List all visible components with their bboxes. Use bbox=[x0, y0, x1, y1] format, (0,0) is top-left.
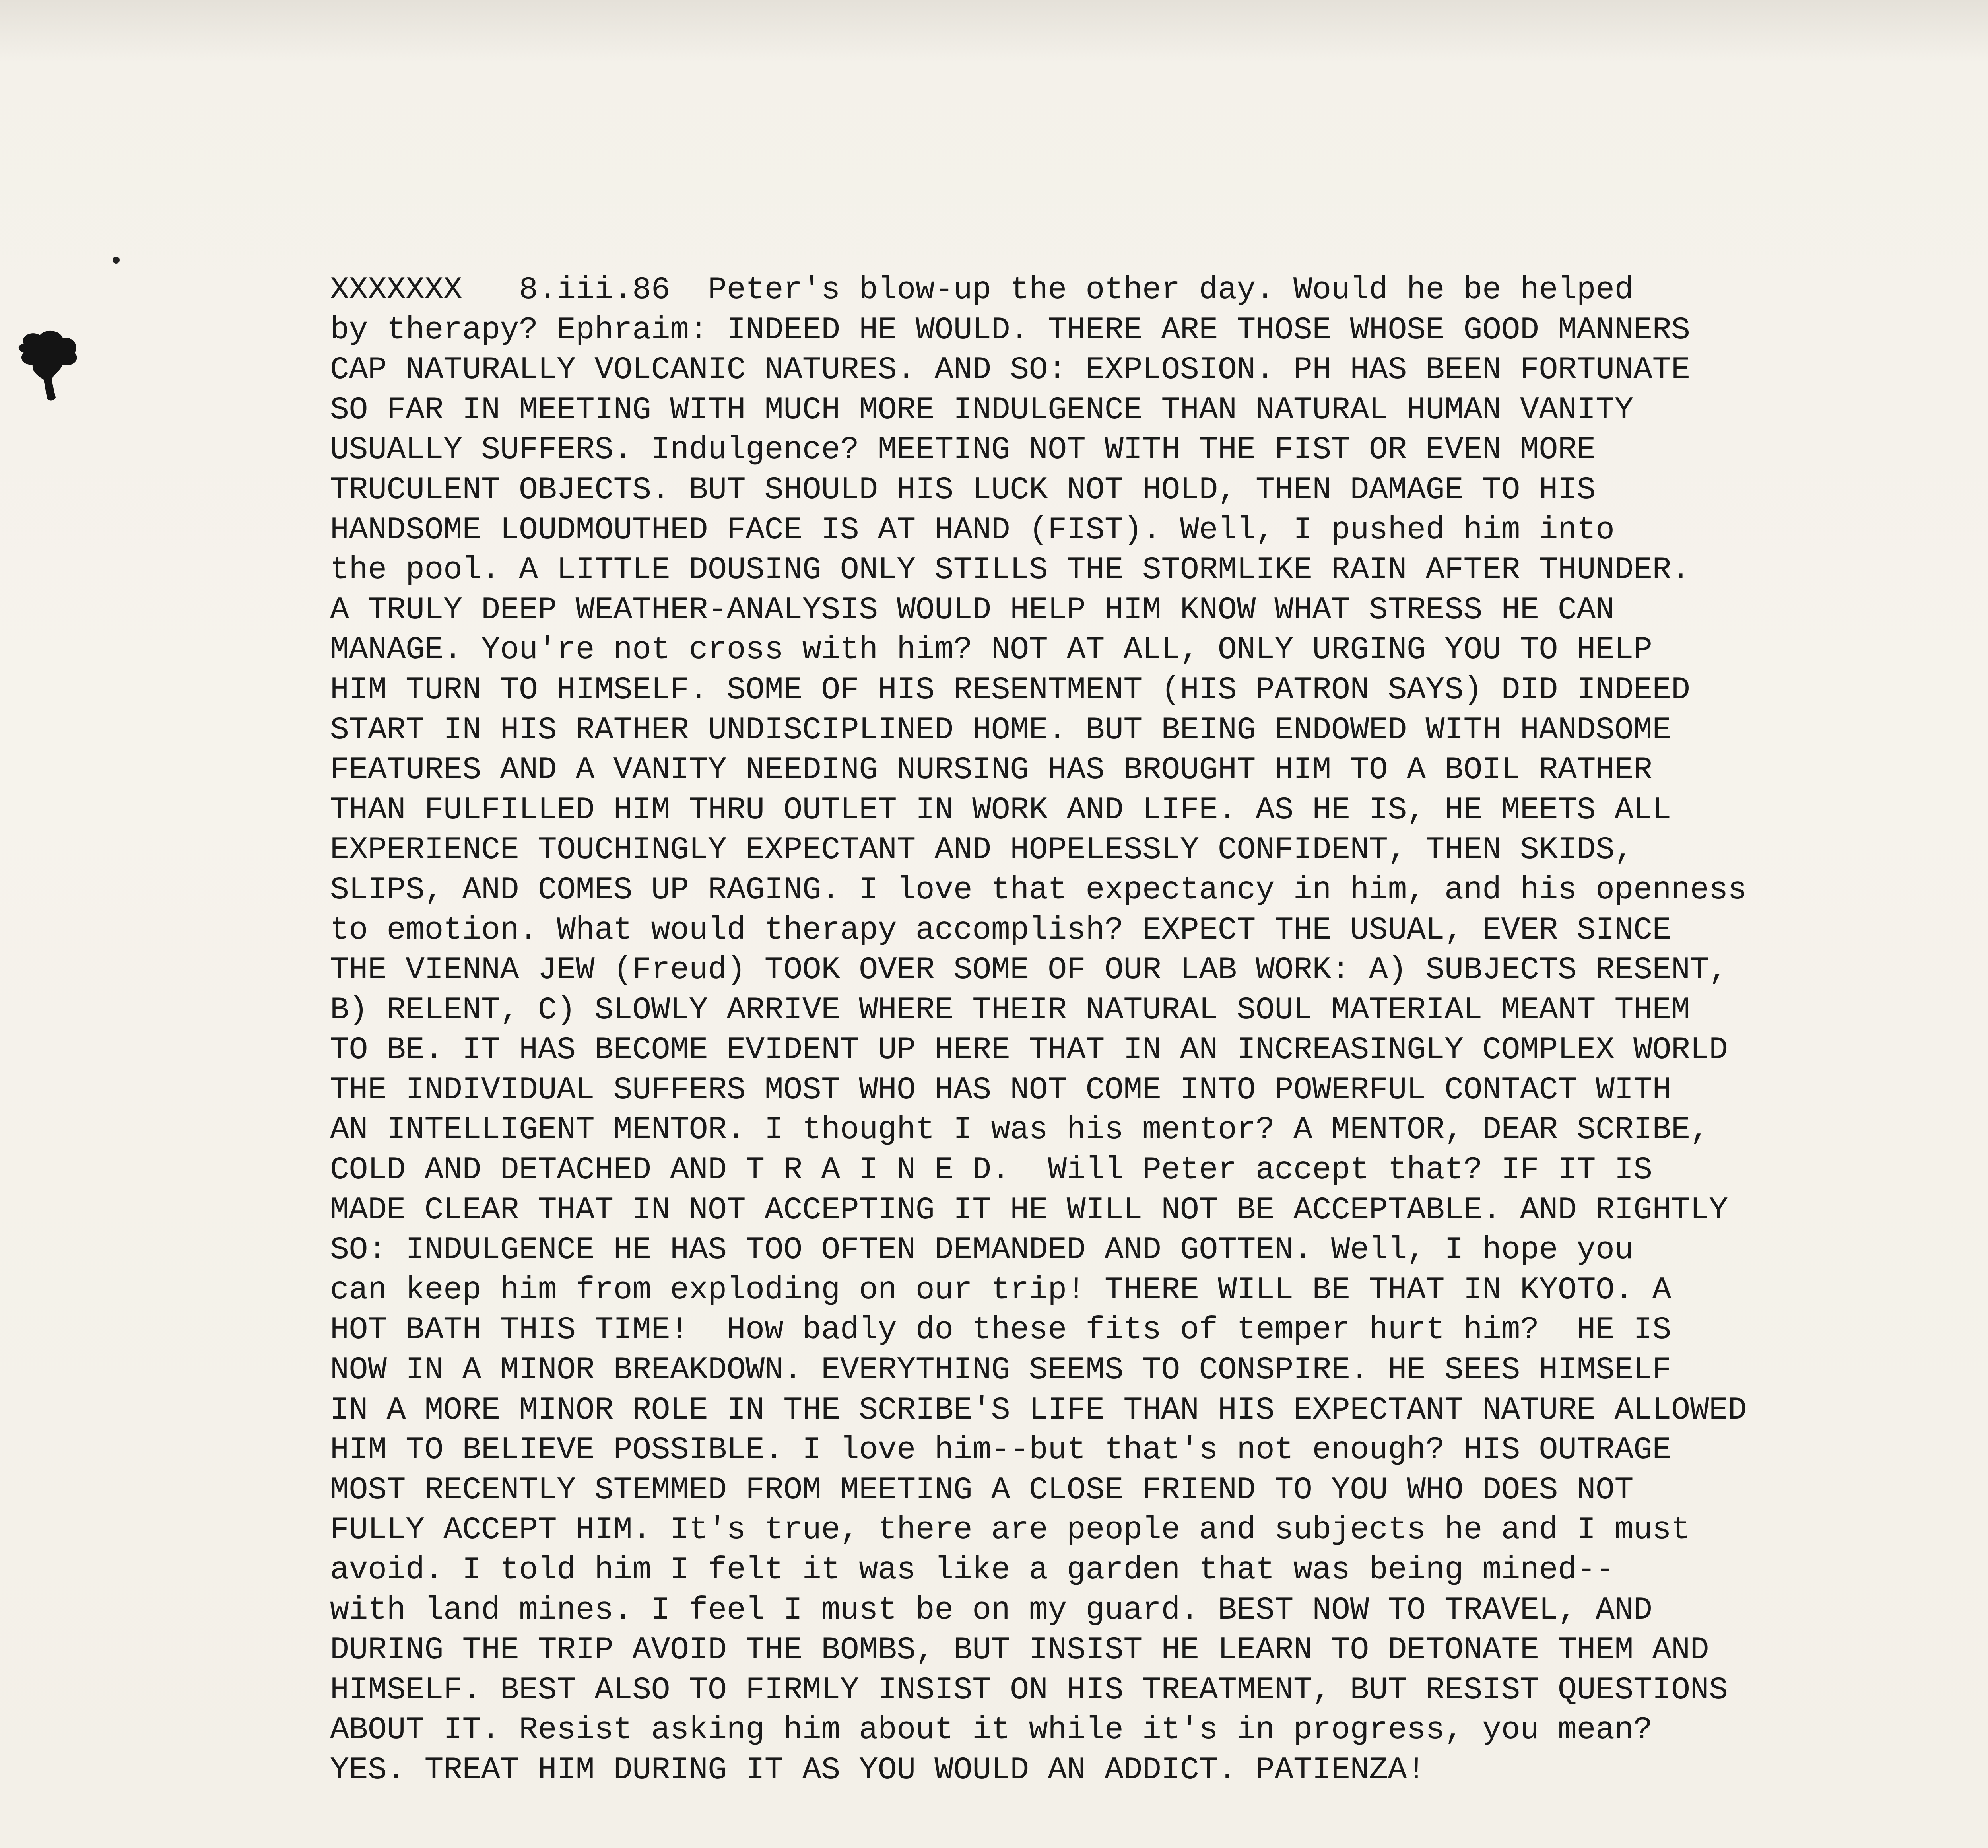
text-line: MOST RECENTLY STEMMED FROM MEETING A CLOSE FRIEND TO YOU WHO DOES NOT bbox=[330, 1472, 1634, 1508]
text-line: HANDSOME LOUDMOUTHED FACE IS AT HAND (FIST). Well, I pushed him into bbox=[330, 512, 1615, 548]
text-line: FULLY ACCEPT HIM. It's true, there are people and subjects he and I must bbox=[330, 1512, 1690, 1549]
typed-text bbox=[330, 270, 1920, 1791]
ink-dot bbox=[113, 257, 120, 264]
text-line: to emotion. What would therapy accomplish? EXPECT THE USUAL, EVER SINCE bbox=[330, 912, 1672, 948]
text-line: THAN FULFILLED HIM THRU OUTLET IN WORK AND LIFE. AS HE IS, HE MEETS ALL bbox=[330, 792, 1672, 828]
text-line: FEATURES AND A VANITY NEEDING NURSING HAS BROUGHT HIM TO A BOIL RATHER bbox=[330, 752, 1652, 789]
text-line: EXPERIENCE TOUCHINGLY EXPECTANT AND HOPELESSLY CONFIDENT, THEN SKIDS, bbox=[330, 832, 1634, 869]
text-line: B) RELENT, C) SLOWLY ARRIVE WHERE THEIR NATURAL SOUL MATERIAL MEANT THEM bbox=[330, 992, 1690, 1028]
text-line: ABOUT IT. Resist asking him about it while it's in progress, you mean? bbox=[330, 1712, 1652, 1749]
text-line: START IN HIS RATHER UNDISCIPLINED HOME. BUT BEING ENDOWED WITH HANDSOME bbox=[330, 712, 1672, 748]
text-line: AN INTELLIGENT MENTOR. I thought I was his mentor? A MENTOR, DEAR SCRIBE, bbox=[330, 1112, 1709, 1148]
text-line: IN A MORE MINOR ROLE IN THE SCRIBE'S LIFE THAN HIS EXPECTANT NATURE ALLOWED bbox=[330, 1392, 1747, 1428]
text-line: can keep him from exploding on our trip! THERE WILL BE THAT IN KYOTO. A bbox=[330, 1272, 1672, 1308]
text-line: COLD AND DETACHED AND T R A I N E D. Will Peter accept that? IF IT IS bbox=[330, 1152, 1652, 1189]
text-line: SLIPS, AND COMES UP RAGING. I love that expectancy in him, and his openness bbox=[330, 872, 1747, 908]
text-line: TO BE. IT HAS BECOME EVIDENT UP HERE THAT IN AN INCREASINGLY COMPLEX WORLD bbox=[330, 1032, 1728, 1069]
text-line: the pool. A LITTLE DOUSING ONLY STILLS THE STORMLIKE RAIN AFTER THUNDER. bbox=[330, 552, 1690, 589]
text-line: USUALLY SUFFERS. Indulgence? MEETING NOT WITH THE FIST OR EVEN MORE bbox=[330, 432, 1596, 468]
text-line: THE INDIVIDUAL SUFFERS MOST WHO HAS NOT COME INTO POWERFUL CONTACT WITH bbox=[330, 1072, 1672, 1108]
text-line: DURING THE TRIP AVOID THE BOMBS, BUT INSIST HE LEARN TO DETONATE THEM AND bbox=[330, 1632, 1709, 1669]
text-line: THE VIENNA JEW (Freud) TOOK OVER SOME OF OUR LAB WORK: A) SUBJECTS RESENT, bbox=[330, 952, 1728, 989]
text-line: MADE CLEAR THAT IN NOT ACCEPTING IT HE WILL NOT BE ACCEPTABLE. AND RIGHTLY bbox=[330, 1192, 1728, 1228]
text-line: NOW IN A MINOR BREAKDOWN. EVERYTHING SEEMS TO CONSPIRE. HE SEES HIMSELF bbox=[330, 1352, 1672, 1389]
text-line: SO FAR IN MEETING WITH MUCH MORE INDULGENCE THAN NATURAL HUMAN VANITY bbox=[330, 392, 1634, 428]
paper-fold-shadow bbox=[0, 0, 1988, 64]
text-line: MANAGE. You're not cross with him? NOT AT ALL, ONLY URGING YOU TO HELP bbox=[330, 632, 1652, 668]
text-line: CAP NATURALLY VOLCANIC NATURES. AND SO: EXPLOSION. PH HAS BEEN FORTUNATE bbox=[330, 352, 1690, 389]
text-line: SO: INDULGENCE HE HAS TOO OFTEN DEMANDED AND GOTTEN. Well, I hope you bbox=[330, 1232, 1634, 1269]
text-line: XXXXXXX 8.iii.86 Peter's blow-up the other day. Would he be helped bbox=[330, 272, 1634, 308]
text-line: HIM TO BELIEVE POSSIBLE. I love him--but that's not enough? HIS OUTRAGE bbox=[330, 1432, 1672, 1469]
text-line: YES. TREAT HIM DURING IT AS YOU WOULD AN ADDICT. PATIENZA! bbox=[330, 1752, 1426, 1788]
text-line: avoid. I told him I felt it was like a garden that was being mined-- bbox=[330, 1552, 1615, 1588]
text-line: HOT BATH THIS TIME! How badly do these fits of temper hurt him? HE IS bbox=[330, 1312, 1672, 1349]
text-line: by therapy? Ephraim: INDEED HE WOULD. THERE ARE THOSE WHOSE GOOD MANNERS bbox=[330, 312, 1690, 348]
text-line: HIM TURN TO HIMSELF. SOME OF HIS RESENTMENT (HIS PATRON SAYS) DID INDEED bbox=[330, 672, 1690, 708]
text-line: with land mines. I feel I must be on my guard. BEST NOW TO TRAVEL, AND bbox=[330, 1592, 1652, 1628]
text-line: A TRULY DEEP WEATHER-ANALYSIS WOULD HELP HIM KNOW WHAT STRESS HE CAN bbox=[330, 592, 1615, 628]
ink-blot bbox=[16, 328, 83, 404]
text-line: TRUCULENT OBJECTS. BUT SHOULD HIS LUCK NOT HOLD, THEN DAMAGE TO HIS bbox=[330, 472, 1596, 508]
text-line: HIMSELF. BEST ALSO TO FIRMLY INSIST ON HIS TREATMENT, BUT RESIST QUESTIONS bbox=[330, 1672, 1728, 1708]
